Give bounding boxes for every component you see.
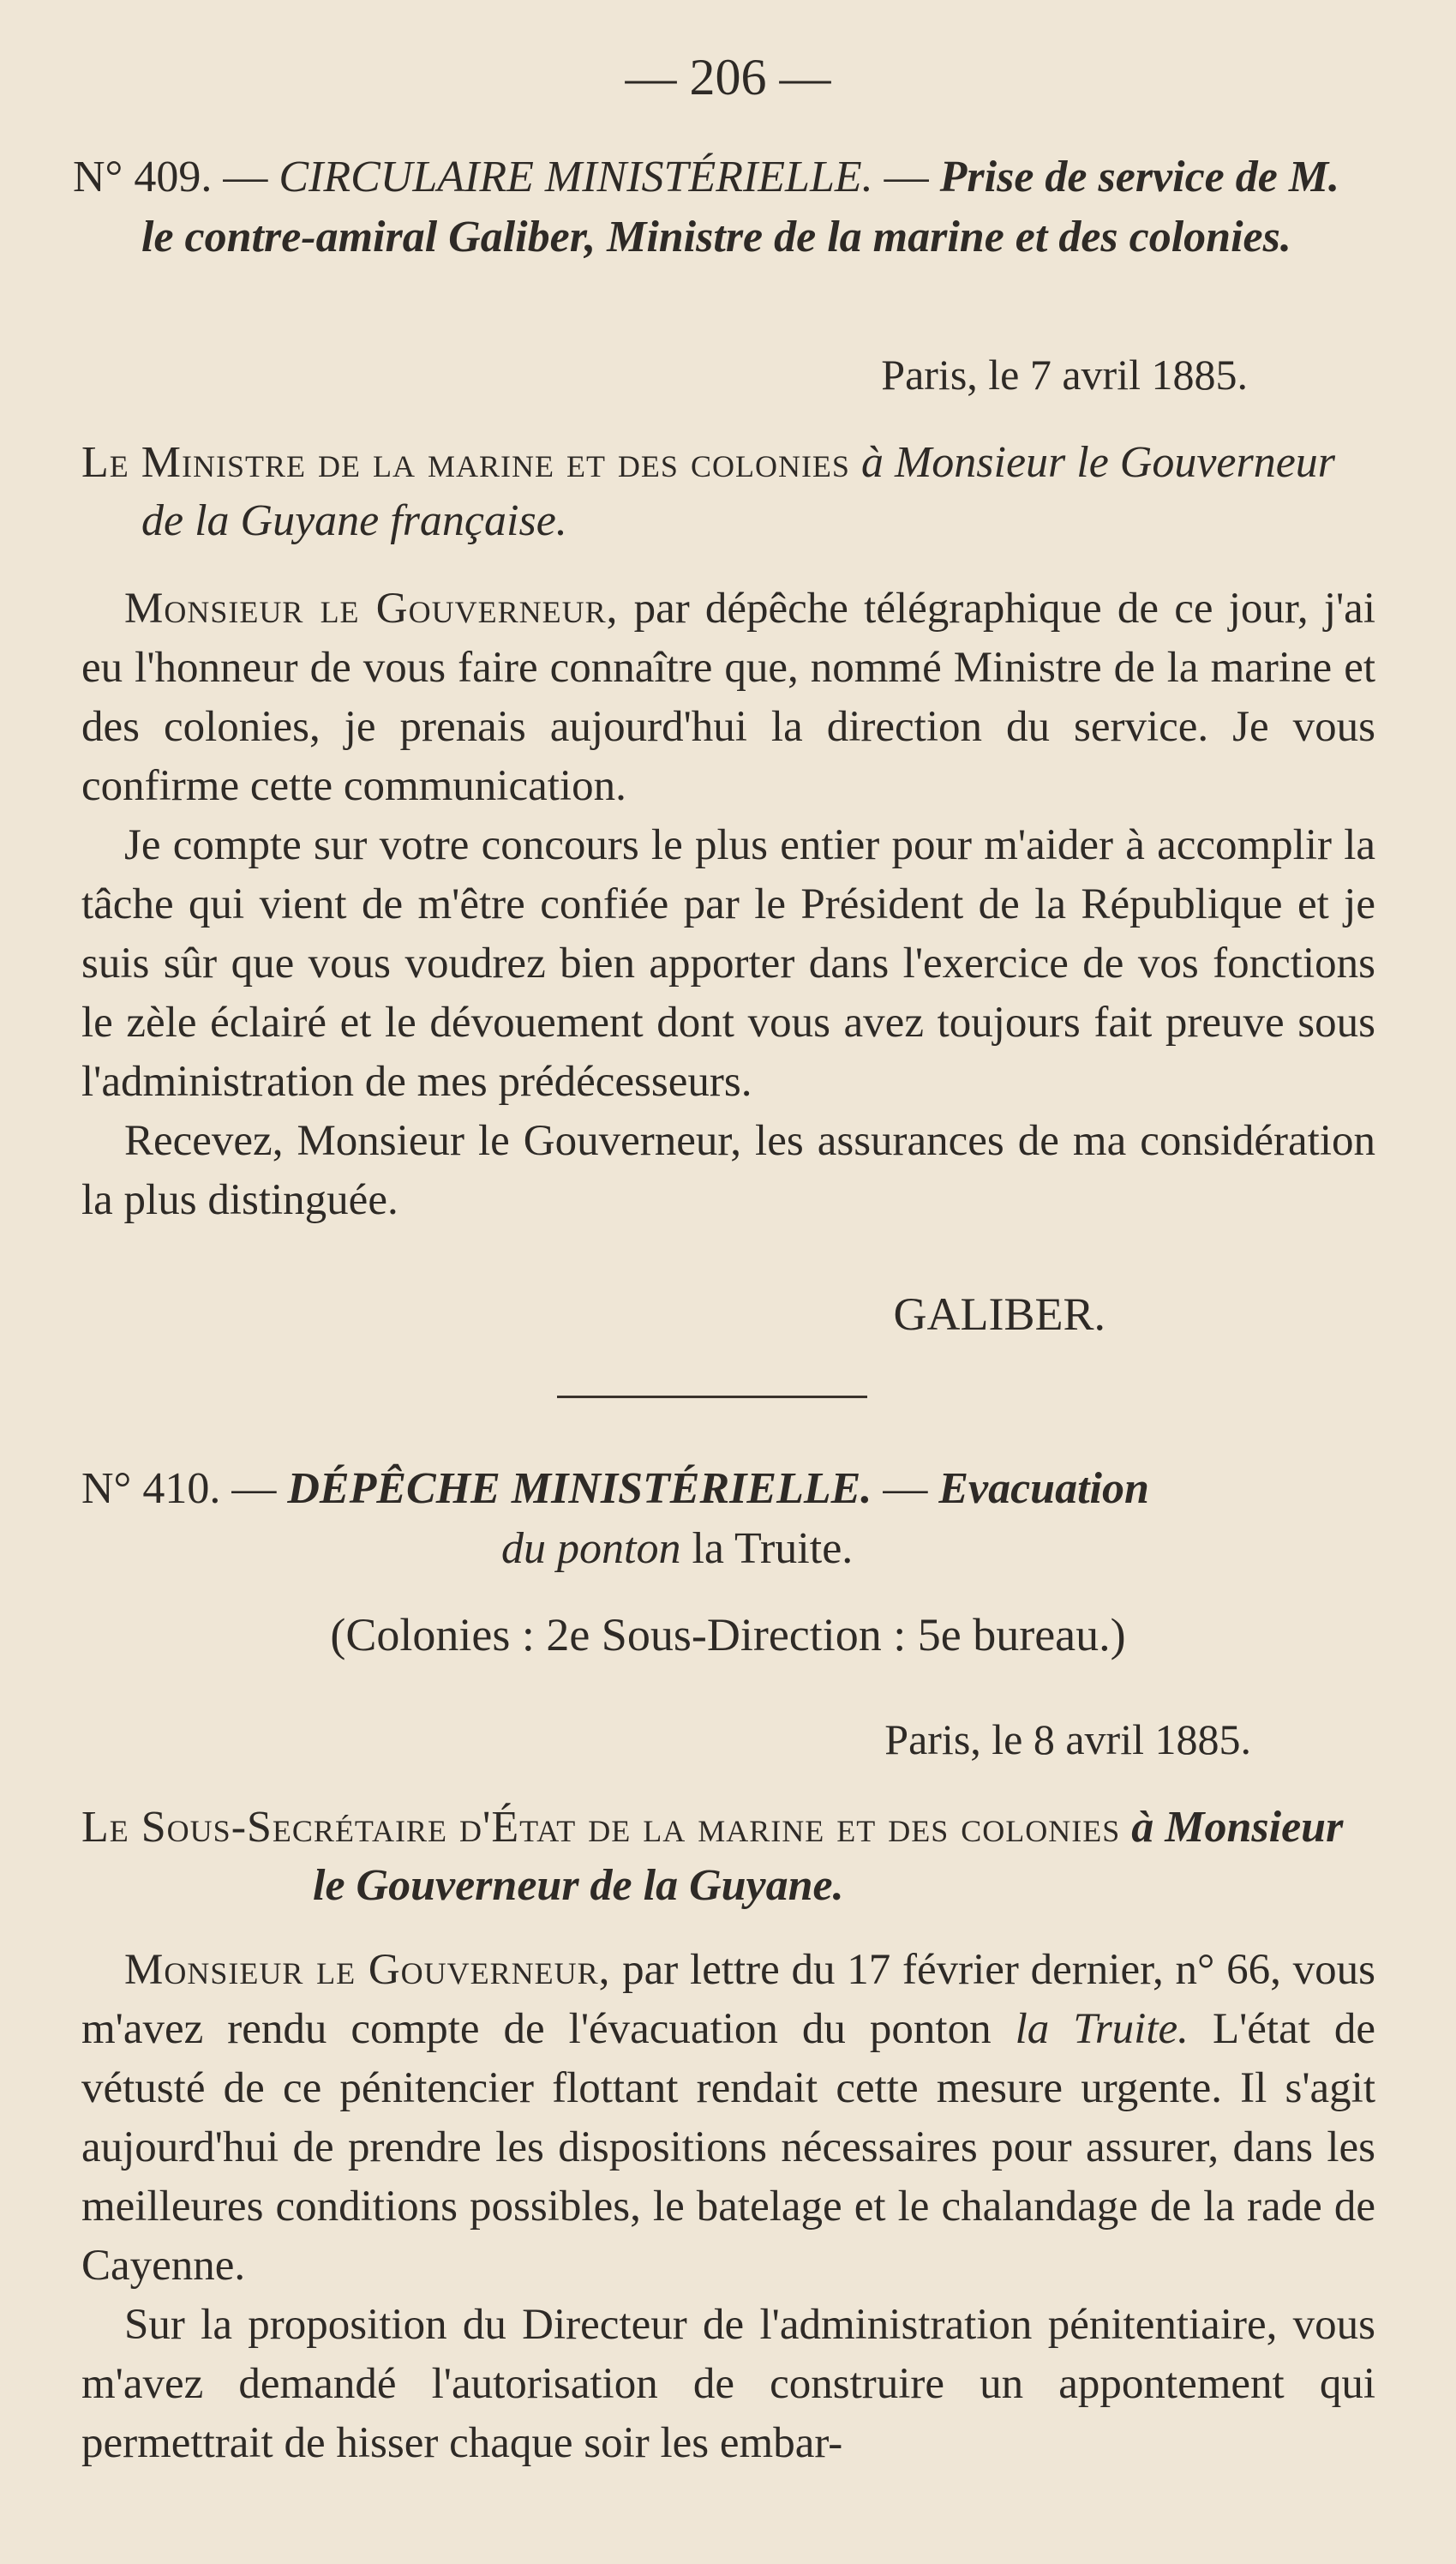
entry-410-salutation: Monsieur le Gouverneur,	[124, 1946, 611, 1994]
entry-410-paragraph-1-a: par lettre du 17 février dernier, n° 66, vous m'avez rendu compte de l'évacuation du ponton	[81, 1946, 1375, 2053]
entry-409-salutation: Monsieur le Gouverneur,	[124, 585, 619, 633]
entry-409-addressee-to: à Monsieur le Gouverneur de la Guyane française.	[141, 438, 1336, 545]
entry-410-dash: —	[231, 1464, 277, 1513]
entry-410-number: N° 410.	[81, 1464, 221, 1513]
entry-410-type: DÉPÊCHE MINISTÉRIELLE.	[287, 1464, 872, 1513]
entry-410-paragraph-1	[81, 1941, 1375, 2296]
entry-410-addressee-to: à Monsieur le Gouverneur de la Guyane.	[313, 1803, 1344, 1910]
entry-409-number: N° 409.	[73, 153, 213, 201]
entry-410-paragraph-1-b: L'état de vétusté de ce pénitencier flottant rendait cette mesure urgente. Il s'agit aujourd'hui de prendre les dispositions nécessaires pour assurer, dans les meilleures conditions possibles, le batelage et le chalandage de la rade de Cayenne.	[81, 2005, 1376, 2290]
entry-410-date: Paris, le 8 avril 1885.	[884, 1715, 1251, 1763]
entry-409-heading	[73, 147, 1375, 267]
entry-409-subject: Prise de service de M. le contre-amiral Galiber, Ministre de la marine et des colonies.	[141, 153, 1340, 261]
entry-410-subject-c: la Truite.	[692, 1524, 854, 1573]
section-divider	[557, 1396, 867, 1398]
entry-410-dash-2: —	[883, 1464, 928, 1513]
entry-409-addressee-from: Le Ministre de la marine et des colonies	[81, 438, 850, 487]
entry-410-paragraph-2: Sur la proposition du Directeur de l'administration pénitentiaire, vous m'avez demandé l'autorisation de construire un appontement qui permettrait de hisser chaque soir les embar-	[81, 2301, 1375, 2467]
entry-409-date: Paris, le 7 avril 1885.	[881, 351, 1248, 399]
entry-410-body	[81, 1941, 1375, 2473]
entry-410-subject-b: du ponton	[501, 1524, 681, 1573]
entry-409-paragraph-2: Je compte sur votre concours le plus entier pour m'aider à accomplir la tâche qui vient de m'être confiée par le Président de la République et je suis sûr que vous voudrez bien apporter dans l'exercice de vos fonctions le zèle éclairé et le dévouement dont vous avez toujours fait preuve sous l'administration de mes prédécesseurs.	[81, 821, 1375, 1106]
entry-409-dash-2: —	[884, 153, 929, 201]
entry-410-office: (Colonies : 2e Sous-Direction : 5e bureau.)	[330, 1609, 1126, 1660]
entry-409-signature: GALIBER.	[893, 1288, 1105, 1340]
entry-409-paragraph-3: Recevez, Monsieur le Gouverneur, les assurances de ma considération la plus distinguée.	[81, 1117, 1375, 1224]
entry-410-ship-name: la Truite.	[1015, 2005, 1189, 2053]
entry-410-subject-a: Evacuation	[938, 1464, 1149, 1513]
entry-410-heading	[81, 1459, 1375, 1579]
entry-410-address	[81, 1798, 1375, 1915]
page-number: — 206 —	[625, 49, 831, 105]
entry-409-type: CIRCULAIRE MINISTÉRIELLE.	[279, 153, 873, 201]
entry-409-body	[81, 579, 1375, 1230]
entry-409-address	[81, 434, 1375, 550]
entry-409-dash: —	[223, 153, 268, 201]
entry-409-paragraph-1-text: par dépêche télégraphique de ce jour, j'ai eu l'honneur de vous faire connaître que, nommé Ministre de la marine et des colonies, je prenais aujourd'hui la direction du service. Je vous confirme cette communication.	[81, 585, 1375, 810]
entry-409-paragraph-1	[81, 579, 1375, 816]
entry-410-subject-line-2	[141, 1519, 1375, 1579]
entry-410-addressee-from: Le Sous-Secrétaire d'État de la marine et des colonies	[81, 1803, 1121, 1852]
